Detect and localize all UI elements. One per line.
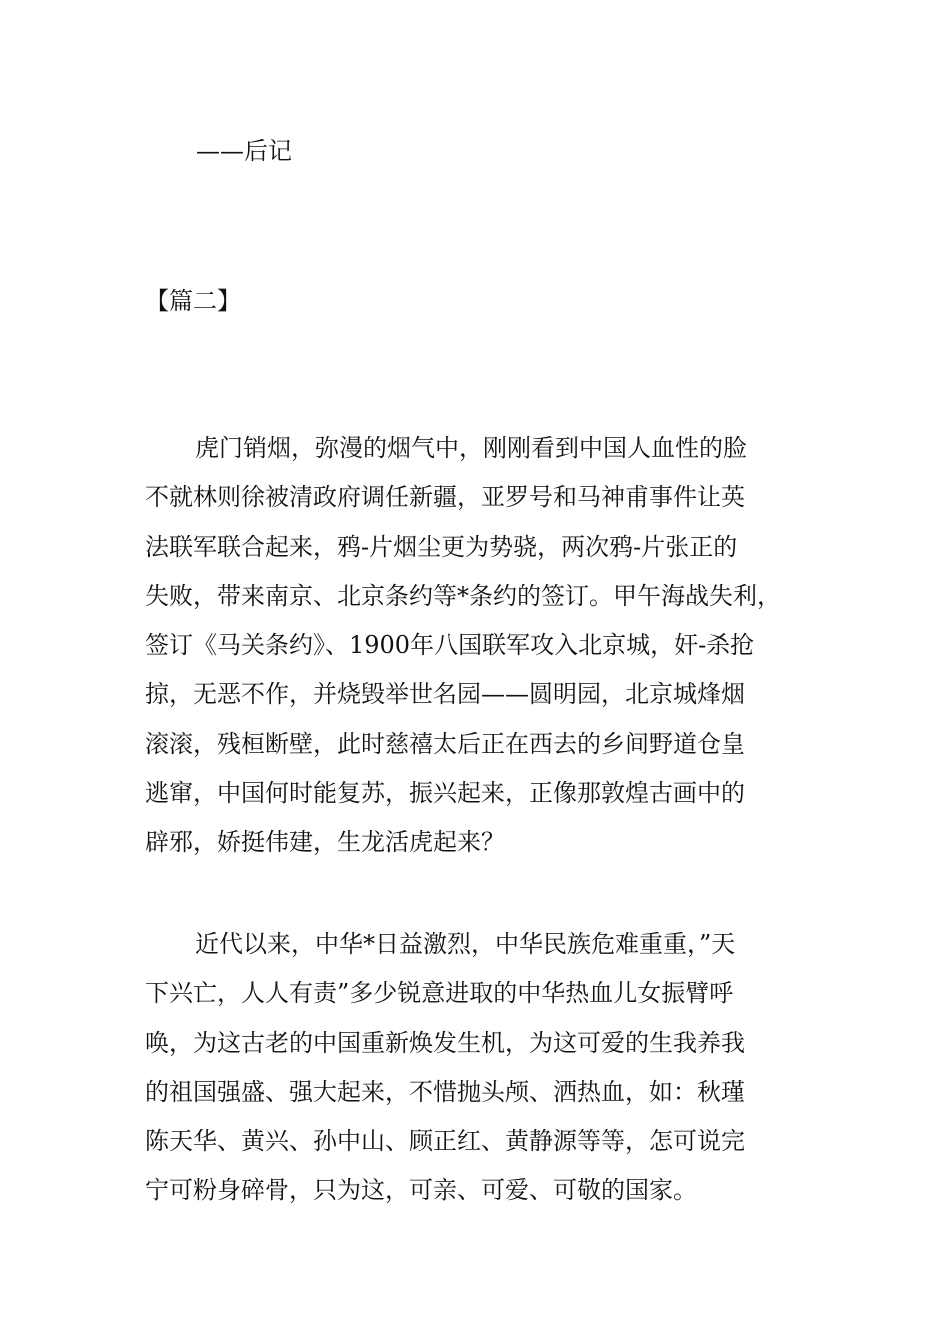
paragraph-line: 法联军联合起来，鸦-片烟尘更为势骁，两次鸦-片张正的 bbox=[145, 532, 738, 561]
paragraph-line: 辟邪，娇挺伟建，生龙活虎起来？ bbox=[145, 828, 505, 857]
paragraph-line: 近代以来，中华*日益激烈，中华民族危难重重，”天 bbox=[195, 930, 736, 958]
paragraph-line: 失败，带来南京、北京条约等*条约的签订。甲午海战失利， bbox=[145, 581, 781, 610]
paragraph-line: 宁可粉身碎骨，只为这，可亲、可爱、可敬的国家。 bbox=[145, 1176, 697, 1205]
paragraph-2 bbox=[145, 920, 815, 1216]
paragraph-line: 陈天华、黄兴、孙中山、顾正红、黄静源等等，怎可说完 bbox=[145, 1127, 745, 1156]
paragraph-line: 滚滚，残桓断壁，此时慈禧太后正在西去的乡间野道仓皇 bbox=[145, 729, 745, 758]
afterword-label: ——后记 bbox=[196, 137, 292, 165]
paragraph-line: 掠，无恶不作，并烧毁举世名园——圆明园，北京城烽烟 bbox=[145, 680, 745, 709]
paragraph-line: 逃窜，中国何时能复苏，振兴起来，正像那敦煌古画中的 bbox=[145, 779, 745, 808]
paragraph-line: 下兴亡，人人有责”多少锐意进取的中华热血儿女振臂呼 bbox=[145, 979, 734, 1008]
paragraph-line: 虎门销烟，弥漫的烟气中，刚刚看到中国人血性的脸 bbox=[195, 434, 747, 462]
paragraph-line: 不就林则徐被清政府调任新疆，亚罗号和马神甫事件让英 bbox=[145, 483, 745, 512]
section-title: 【篇二】 bbox=[145, 287, 241, 315]
paragraph-line: 签订《马关条约》、1900年八国联军攻入北京城，奸-杀抢 bbox=[145, 631, 755, 660]
paragraph-line: 的祖国强盛、强大起来，不惜抛头颅、洒热血，如：秋瑾 bbox=[145, 1077, 745, 1106]
paragraph-1 bbox=[145, 424, 815, 868]
paragraph-line: 唤，为这古老的中国重新焕发生机，为这可爱的生我养我 bbox=[145, 1028, 745, 1057]
